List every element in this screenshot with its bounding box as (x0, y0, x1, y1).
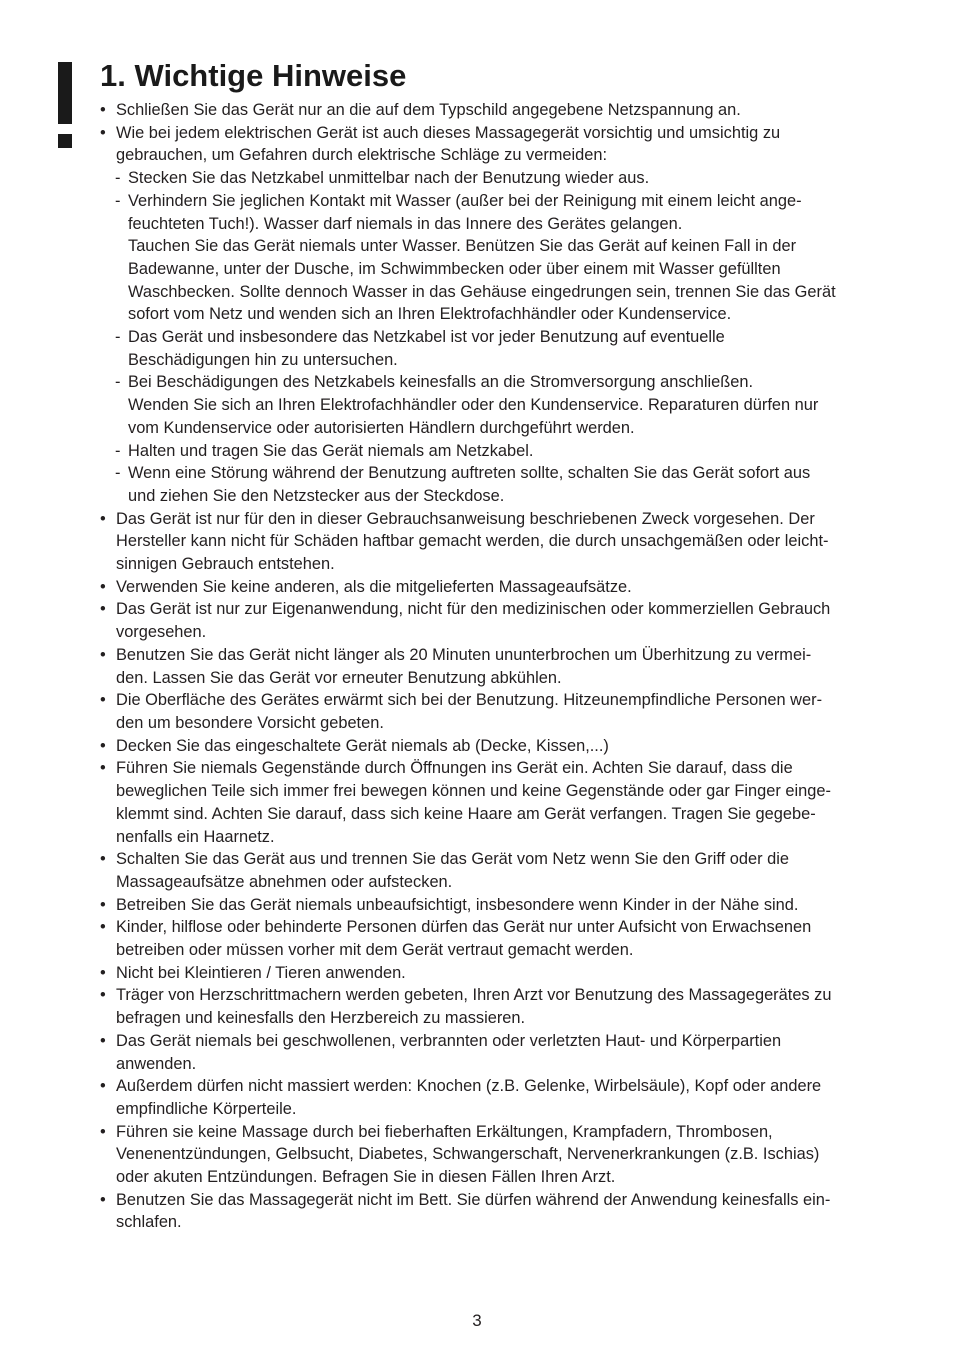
bullet-icon: • (100, 963, 106, 982)
text-line: beweglichen Teile sich immer frei bewegen können und keine Gegenstände oder gar Finger einge- (116, 782, 831, 801)
list-item (100, 757, 892, 848)
exclamation-bar (58, 62, 72, 124)
page-title: 1. Wichtige Hinweise (100, 58, 407, 93)
bullet-icon: • (100, 600, 106, 619)
text-line: Verwenden Sie keine anderen, als die mitgelieferten Massageaufsätze. (116, 577, 632, 596)
sub-list-item (100, 190, 892, 326)
text-line: Das Gerät und insbesondere das Netzkabel ist vor jeder Benutzung auf eventuelle (128, 328, 725, 347)
text-line: sinnigen Gebrauch entstehen. (116, 555, 335, 574)
text-line: Tauchen Sie das Gerät niemals unter Wasser. Benützen Sie das Gerät auf keinen Fall in der (128, 237, 797, 256)
text-line: Wenden Sie sich an Ihren Elektrofachhändler oder den Kundenservice. Reparaturen dürfen nur (128, 396, 819, 415)
bullet-icon: • (100, 895, 106, 914)
bullet-icon: • (100, 850, 106, 869)
list-item (100, 508, 892, 576)
bullet-icon: • (100, 691, 106, 710)
text-line: Führen sie keine Massage durch bei fieberhaften Erkältungen, Krampfadern, Thrombosen, (116, 1122, 773, 1141)
text-line: den um besondere Vorsicht gebeten. (116, 713, 384, 732)
dash-marker: - (115, 169, 121, 188)
list-item (100, 848, 892, 893)
text-line: feuchteten Tuch!). Wasser darf niemals in das Innere des Gerätes gelangen. (128, 214, 683, 233)
warning-exclamation-icon (56, 62, 74, 148)
text-line: befragen und keinesfalls den Herzbereich zu massieren. (116, 1009, 526, 1028)
dash-marker: - (115, 441, 121, 460)
text-line: Schließen Sie das Gerät nur an die auf dem Typschild angegebene Netzspannung an. (116, 101, 741, 119)
text-line: Wie bei jedem elektrischen Gerät ist auch dieses Massagegerät vorsichtig und umsichtig zu (116, 123, 781, 142)
text-line: Wenn eine Störung während der Benutzung auftreten sollte, schalten Sie das Gerät sofort aus (128, 464, 811, 483)
text-line: betreiben oder müssen vorher mit dem Gerät vertraut gemacht werden. (116, 941, 634, 960)
text-line: Halten und tragen Sie das Gerät niemals am Netzkabel. (128, 441, 534, 460)
bullet-icon: • (100, 1190, 106, 1209)
list-item (100, 894, 892, 917)
text-line: Die Oberfläche des Gerätes erwärmt sich bei der Benutzung. Hitzeunempfindliche Personen wer- (116, 691, 823, 710)
bullet-icon: • (100, 759, 106, 778)
dash-marker: - (115, 191, 121, 210)
text-line: schlafen. (116, 1213, 182, 1232)
text-line: Benutzen Sie das Massagegerät nicht im Bett. Sie dürfen während der Anwendung keinesfalls ein- (116, 1190, 831, 1209)
text-line: Benutzen Sie das Gerät nicht länger als 20 Minuten ununterbrochen um Überhitzung zu vermei- (116, 645, 812, 664)
text-line: Beschädigungen hin zu untersuchen. (128, 350, 398, 369)
text-line: Badewanne, unter der Dusche, im Schwimmbecken oder über einem mit Wasser gefüllten (128, 259, 781, 278)
bullet-icon: • (100, 1077, 106, 1096)
text-line: Träger von Herzschrittmachern werden gebeten, Ihren Arzt vor Benutzung des Massagegerätes zu (116, 986, 832, 1005)
list-item (100, 735, 892, 758)
text-line: Führen Sie niemals Gegenstände durch Öffnungen ins Gerät ein. Achten Sie darauf, dass die (116, 759, 793, 778)
text-line: und ziehen Sie den Netzstecker aus der Steckdose. (128, 486, 505, 505)
sub-list-item (100, 167, 892, 190)
dash-marker: - (115, 328, 121, 347)
list-item (100, 576, 892, 599)
bullet-icon: • (100, 918, 106, 937)
text-line: anwenden. (116, 1054, 197, 1073)
sub-list-item (100, 462, 892, 507)
list-item (100, 1030, 892, 1075)
text-line: sofort vom Netz und wenden sich an Ihren Elektrofachhändler oder Kundenservice. (128, 305, 732, 324)
exclamation-dot (58, 134, 72, 148)
text-line: vorgesehen. (116, 623, 207, 642)
text-line: Betreiben Sie das Gerät niemals unbeaufsichtigt, insbesondere wenn Kinder in der Nähe sind. (116, 895, 799, 914)
list-item (100, 1075, 892, 1120)
page-number: 3 (472, 1311, 482, 1330)
text-line: Decken Sie das eingeschaltete Gerät niemals ab (Decke, Kissen,...) (116, 736, 609, 755)
text-line: empfindliche Körperteile. (116, 1099, 297, 1118)
list-item (100, 1189, 892, 1234)
list-item (100, 99, 892, 122)
safety-notes-list (100, 99, 892, 1234)
text-line: Nicht bei Kleintieren / Tieren anwenden. (116, 963, 406, 982)
text-line: klemmt sind. Achten Sie darauf, dass sich keine Haare am Gerät verfangen. Tragen Sie gegebe- (116, 804, 816, 823)
text-line: vom Kundenservice oder autorisierten Händlern durchgeführt werden. (128, 418, 635, 437)
dash-marker: - (115, 464, 121, 483)
dash-marker: - (115, 373, 121, 392)
text-line: Massageaufsätze abnehmen oder aufstecken. (116, 872, 453, 891)
text-line: Venenentzündungen, Gelbsucht, Diabetes, Schwangerschaft, Nervenerkrankungen (z.B. Ischias) (116, 1145, 820, 1164)
bullet-icon: • (100, 577, 106, 596)
list-item (100, 916, 892, 961)
text-line: Das Gerät ist nur für den in dieser Gebrauchsanweisung beschriebenen Zweck vorgesehen. Der (116, 509, 815, 528)
text-line: Das Gerät niemals bei geschwollenen, verbrannten oder verletzten Haut- und Körperpartien (116, 1031, 782, 1050)
bullet-icon: • (100, 101, 106, 119)
sub-list-item (100, 371, 892, 439)
list-item (100, 962, 892, 985)
text-line: gebrauchen, um Gefahren durch elektrische Schläge zu vermeiden: (116, 146, 608, 165)
text-line: oder akuten Entzündungen. Befragen Sie in diesen Fällen Ihren Arzt. (116, 1168, 616, 1187)
text-line: Das Gerät ist nur zur Eigenanwendung, nicht für den medizinischen oder kommerziellen Gebrauch (116, 600, 831, 619)
text-line: den. Lassen Sie das Gerät vor erneuter Benutzung abkühlen. (116, 668, 562, 687)
list-item (100, 984, 892, 1029)
list-item (100, 644, 892, 689)
list-item (100, 598, 892, 643)
text-line: Verhindern Sie jeglichen Kontakt mit Wasser (außer bei der Reinigung mit einem leicht ange- (128, 191, 802, 210)
text-line: Hersteller kann nicht für Schäden haftbar gemacht werden, die durch unsachgemäßen oder leicht- (116, 532, 829, 551)
text-line: Außerdem dürfen nicht massiert werden: Knochen (z.B. Gelenke, Wirbelsäule), Kopf oder andere (116, 1077, 822, 1096)
bullet-icon: • (100, 645, 106, 664)
text-line: Kinder, hilflose oder behinderte Personen dürfen das Gerät nur unter Aufsicht von Erwachsenen (116, 918, 812, 937)
bullet-icon: • (100, 509, 106, 528)
bullet-icon: • (100, 1122, 106, 1141)
text-line: nenfalls ein Haarnetz. (116, 827, 275, 846)
bullet-icon: • (100, 986, 106, 1005)
text-line: Schalten Sie das Gerät aus und trennen Sie das Gerät vom Netz wenn Sie den Griff oder die (116, 850, 790, 869)
text-line: Waschbecken. Sollte dennoch Wasser in das Gehäuse eingedrungen sein, trennen Sie das Gerät (128, 282, 836, 301)
bullet-icon: • (100, 1031, 106, 1050)
list-item (100, 122, 892, 167)
text-line: Bei Beschädigungen des Netzkabels keinesfalls an die Stromversorgung anschließen. (128, 373, 754, 392)
sub-list-item (100, 326, 892, 371)
bullet-icon: • (100, 123, 106, 142)
list-item (100, 1121, 892, 1189)
bullet-icon: • (100, 736, 106, 755)
list-item (100, 689, 892, 734)
text-line: Stecken Sie das Netzkabel unmittelbar nach der Benutzung wieder aus. (128, 169, 650, 188)
sub-list-item (100, 440, 892, 463)
